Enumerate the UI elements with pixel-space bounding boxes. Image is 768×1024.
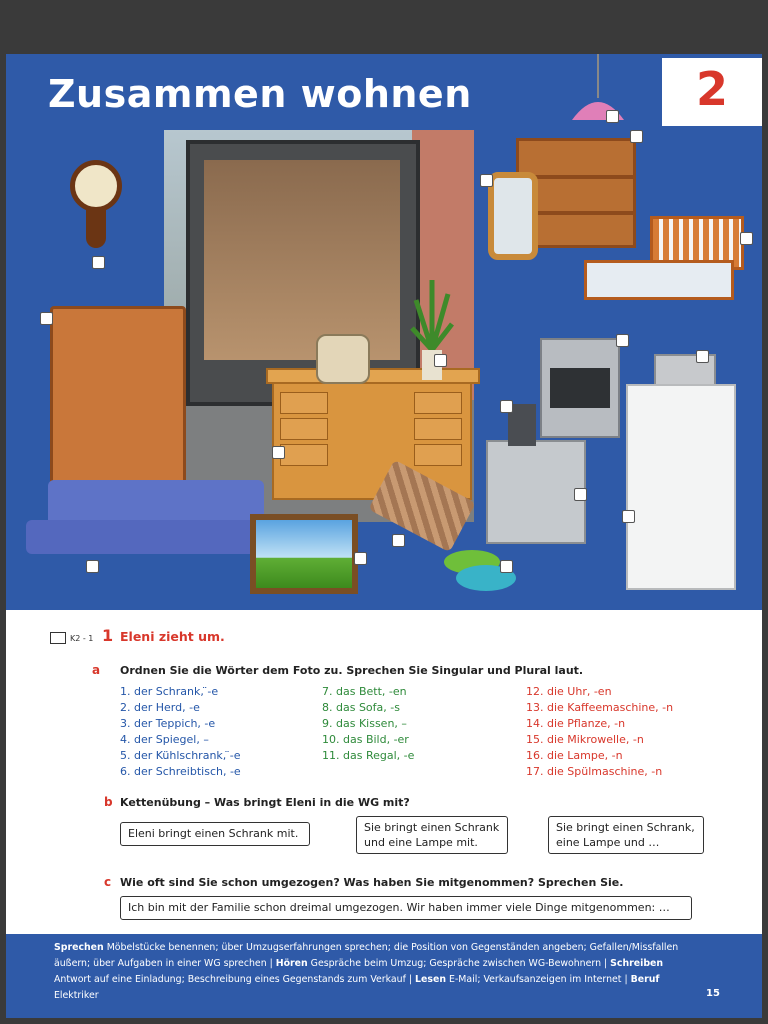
word-item: 1. der Schrank, ̈-e [120, 685, 219, 698]
stove [540, 338, 620, 438]
audio-track-icon [50, 632, 66, 644]
task-c-instruction: Wie oft sind Sie schon umgezogen? Was haben Sie mitgenommen? Sprechen Sie. [120, 876, 624, 889]
bubble-line: eine Lampe und … [556, 836, 660, 849]
label-box[interactable] [480, 174, 493, 187]
word-list-masculine [120, 684, 241, 780]
task-a-instruction: Ordnen Sie die Wörter dem Foto zu. Sprechen Sie Singular und Plural laut. [120, 664, 584, 677]
label-box[interactable] [574, 488, 587, 501]
exercise-number: 1 [102, 626, 114, 645]
word-item: 14. die Pflanze, -n [526, 717, 626, 730]
label-box[interactable] [92, 256, 105, 269]
mirror [488, 172, 538, 260]
task-a-letter: a [92, 663, 101, 677]
word-item: 16. die Lampe, -n [526, 749, 623, 762]
refrigerator [626, 384, 736, 590]
wall-clock [70, 150, 122, 250]
wardrobe [50, 306, 186, 488]
bubble-line: Sie bringt einen Schrank, [556, 821, 695, 834]
truck-interior [204, 160, 400, 360]
footer-keyword: Lesen [415, 974, 446, 985]
task-b-instruction: Kettenübung – Was bringt Eleni in die WG mit? [120, 796, 410, 809]
word-item: 17. die Spülmaschine, -n [526, 765, 663, 778]
label-box[interactable] [354, 552, 367, 565]
word-item: 3. der Teppich, -e [120, 717, 216, 730]
bed [584, 216, 748, 332]
desk-drawer [414, 444, 462, 466]
label-box[interactable] [740, 232, 753, 245]
word-item: 9. das Kissen, – [322, 717, 407, 730]
label-box[interactable] [500, 560, 513, 573]
footer-keyword: Schreiben [610, 958, 664, 969]
desk-drawer [414, 418, 462, 440]
speech-bubble [548, 816, 704, 854]
label-box[interactable] [86, 560, 99, 573]
word-item: 8. das Sofa, -s [322, 701, 400, 714]
plant [410, 280, 454, 384]
word-item: 15. die Mikrowelle, -n [526, 733, 644, 746]
bed-mattress [584, 260, 734, 300]
dishwasher [486, 440, 586, 544]
footer-keyword: Hören [275, 958, 308, 969]
speech-bubble: Eleni bringt einen Schrank mit. [120, 822, 310, 846]
label-box[interactable] [500, 400, 513, 413]
footer-desc: Antwort auf eine Einladung; Beschreibung eines Gegenstands zum Verkauf | [54, 974, 416, 985]
speech-bubble: Ich bin mit der Familie schon dreimal umgezogen. Wir haben immer viele Dinge mitgenommen: … [120, 896, 692, 920]
desk-drawer [280, 444, 328, 466]
desk-drawer [280, 418, 328, 440]
chapter-overview-footer [6, 934, 762, 1018]
clock-face [70, 160, 122, 212]
task-b-letter: b [104, 795, 113, 809]
word-item: 6. der Schreibtisch, -e [120, 765, 241, 778]
footer-keyword: Sprechen [54, 942, 104, 953]
label-box[interactable] [616, 334, 629, 347]
clock-pendulum [86, 208, 106, 248]
chapter-number: 2 [695, 62, 728, 116]
label-box[interactable] [630, 130, 643, 143]
label-box[interactable] [434, 354, 447, 367]
label-box[interactable] [392, 534, 405, 547]
label-box[interactable] [622, 510, 635, 523]
footer-desc: Möbelstücke benennen; über Umzugserfahrungen sprechen; die Position von Gegenständen angeben; Gefallen/Missfallen äußern; über Aufgaben in einer WG sprechen | [54, 942, 679, 969]
task-c-letter: c [104, 875, 112, 889]
word-item: 2. der Herd, -e [120, 701, 200, 714]
footer-desc: Elektriker [54, 990, 99, 1001]
speech-bubble [356, 816, 508, 854]
word-list-neuter [322, 684, 414, 764]
word-item: 4. der Spiegel, – [120, 733, 209, 746]
word-item: 7. das Bett, -en [322, 685, 407, 698]
footer-desc: E-Mail; Verkaufsanzeigen im Internet | [446, 974, 631, 985]
desk-drawer [414, 392, 462, 414]
hero-image [6, 54, 762, 610]
label-box[interactable] [606, 110, 619, 123]
label-box[interactable] [696, 350, 709, 363]
footer-desc: Gespräche beim Umzug; Gespräche zwischen WG-Bewohnern | [307, 958, 611, 969]
chapter-badge [662, 58, 762, 126]
word-item: 11. das Regal, -e [322, 749, 415, 762]
footer-keyword: Beruf [630, 974, 660, 985]
word-item: 13. die Kaffeemaschine, -n [526, 701, 674, 714]
framed-picture [250, 514, 358, 594]
bubble-line: Sie bringt einen Schrank [364, 821, 500, 834]
label-box[interactable] [40, 312, 53, 325]
audio-track-ref: K2 - 1 [70, 634, 94, 643]
exercise-title: Eleni zieht um. [120, 629, 225, 644]
page-title: Zusammen wohnen [48, 72, 472, 116]
bubble-line: und eine Lampe mit. [364, 836, 478, 849]
pet-carrier [316, 334, 370, 384]
word-item: 10. das Bild, -er [322, 733, 409, 746]
footer-text [54, 940, 694, 1004]
desk-drawer [280, 392, 328, 414]
word-list-feminine [526, 684, 673, 780]
label-box[interactable] [272, 446, 285, 459]
word-item: 5. der Kühlschrank, ̈-e [120, 749, 241, 762]
textbook-page [6, 54, 762, 1018]
pendant-lamp [566, 54, 630, 130]
word-item: 12. die Uhr, -en [526, 685, 612, 698]
truck [186, 140, 420, 406]
page-number: 15 [706, 988, 720, 999]
